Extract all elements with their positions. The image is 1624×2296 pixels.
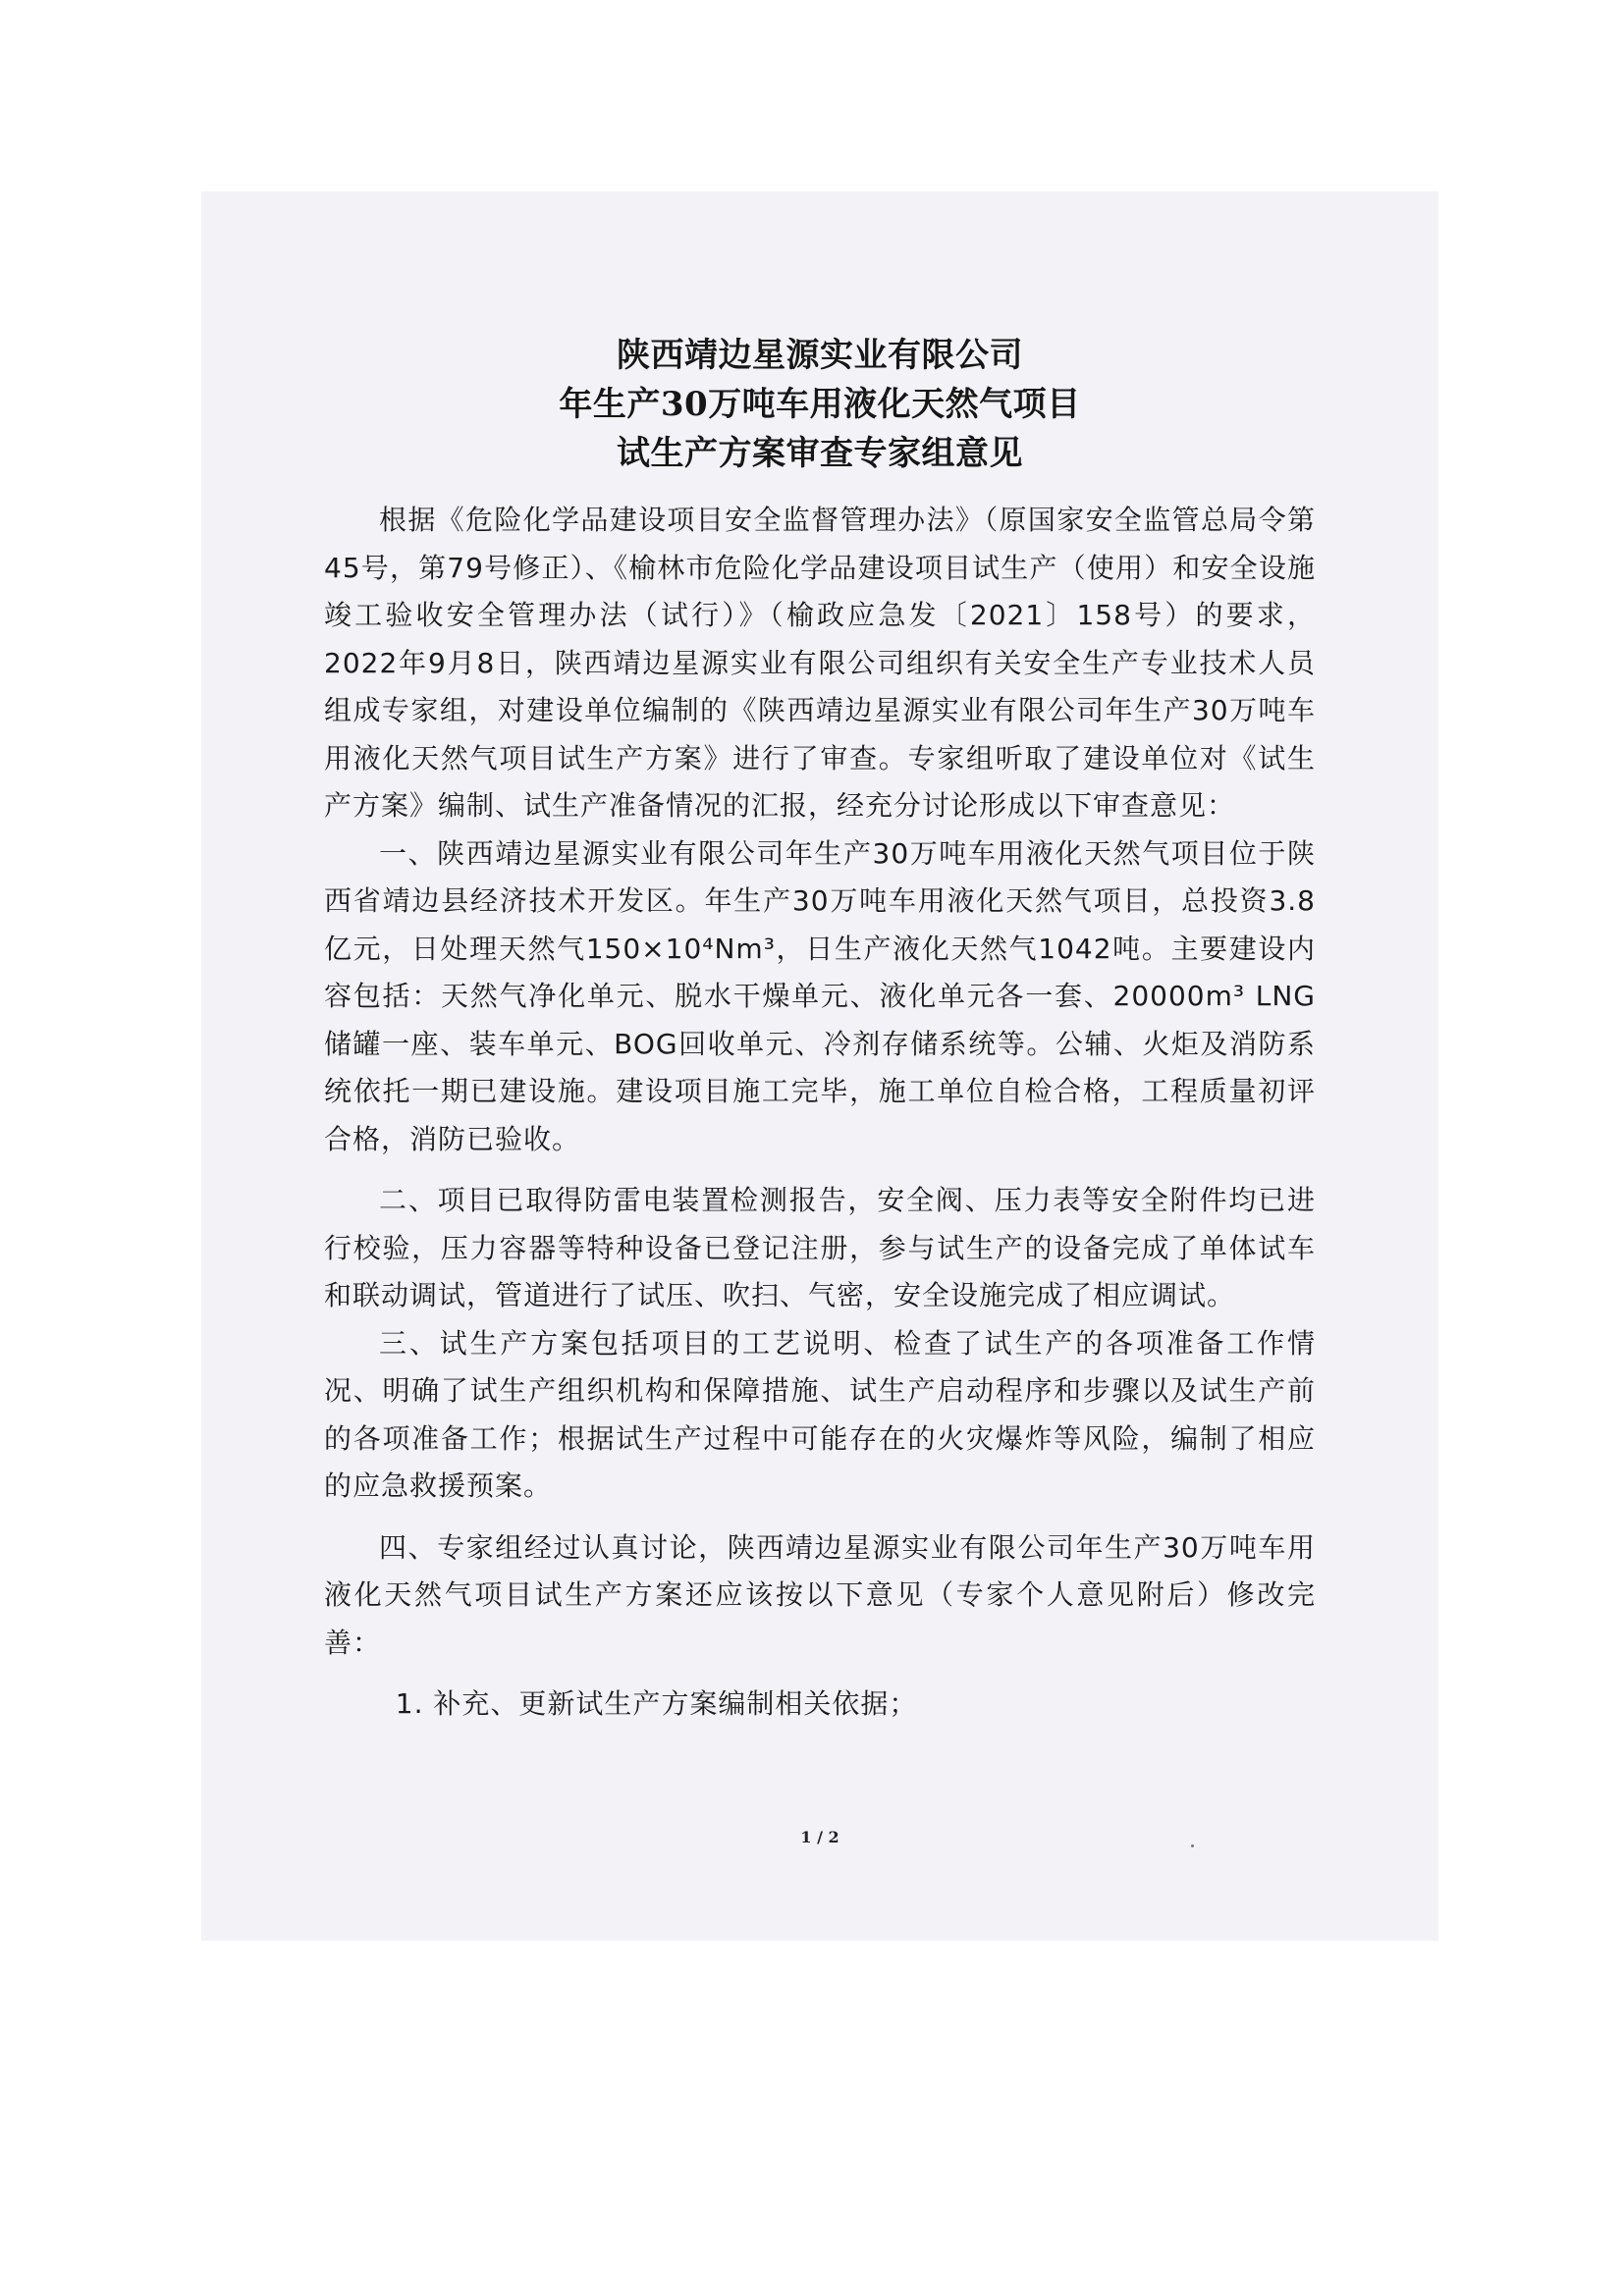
paragraph-section-4: 四、专家组经过认真讨论，陕西靖边星源实业有限公司年生产30万吨车用液化天然气项目试生产方案还应该按以下意见（专家个人意见附后）修改完善： [324,1530,1316,1659]
document-title [201,331,1438,478]
list-item: 1. 补充、更新试生产方案编制相关依据； [395,1687,918,1720]
scan-speck [1191,1844,1194,1847]
paragraph-section-2: 二、项目已取得防雷电装置检测报告，安全阀、压力表等安全附件均已进行校验，压力容器等特种设备已登记注册，参与试生产的设备完成了单体试车和联动调试，管道进行了试压、吹扫、气密，安全设施完成了相应调试。 [324,1184,1316,1311]
paragraph-section-3: 三、试生产方案包括项目的工艺说明、检查了试生产的各项准备工作情况、明确了试生产组织机构和保障措施、试生产启动程序和步骤以及试生产前的各项准备工作；根据试生产过程中可能存在的火灾爆炸等风险，编制了相应的应急救援预案。 [324,1326,1316,1502]
paragraph-intro: 根据《危险化学品建设项目安全监督管理办法》（原国家安全监管总局令第45号，第79号修正）、《榆林市危险化学品建设项目试生产（使用）和安全设施竣工验收安全管理办法（试行）》（榆政应急发〔2021〕158号）的要求，2022年9月8日，陕西靖边星源实业有限公司组织有关安全生产专业技术人员组成专家组，对建设单位编制的《陕西靖边星源实业有限公司年生产30万吨车用液化天然气项目试生产方案》进行了审查。专家组听取了建设单位对《试生产方案》编制、试生产准备情况的汇报，经充分讨论形成以下审查意见： [324,504,1316,822]
title-line-project: 年生产30万吨车用液化天然气项目 [559,385,1081,424]
document-body [324,497,1316,1729]
document-page [201,191,1438,1941]
title-line-company: 陕西靖边星源实业有限公司 [617,336,1023,375]
page-number: 1 / 2 [800,1828,839,1846]
paragraph-section-1: 一、陕西靖边星源实业有限公司年生产30万吨车用液化天然气项目位于陕西省靖边县经济技术开发区。年生产30万吨车用液化天然气项目，总投资3.8亿元，日处理天然气150×10⁴Nm³，日生产液化天然气1042吨。主要建设内容包括：天然气净化单元、脱水干燥单元、液化单元各一套、20000m³ LNG储罐一座、装车单元、BOG回收单元、冷剂存储系统等。公辅、火炬及消防系统依托一期已建设施。建设项目施工完毕，施工单位自检合格，工程质量初评合格，消防已验收。 [324,836,1316,1155]
title-line-subject: 试生产方案审查专家组意见 [617,434,1023,473]
